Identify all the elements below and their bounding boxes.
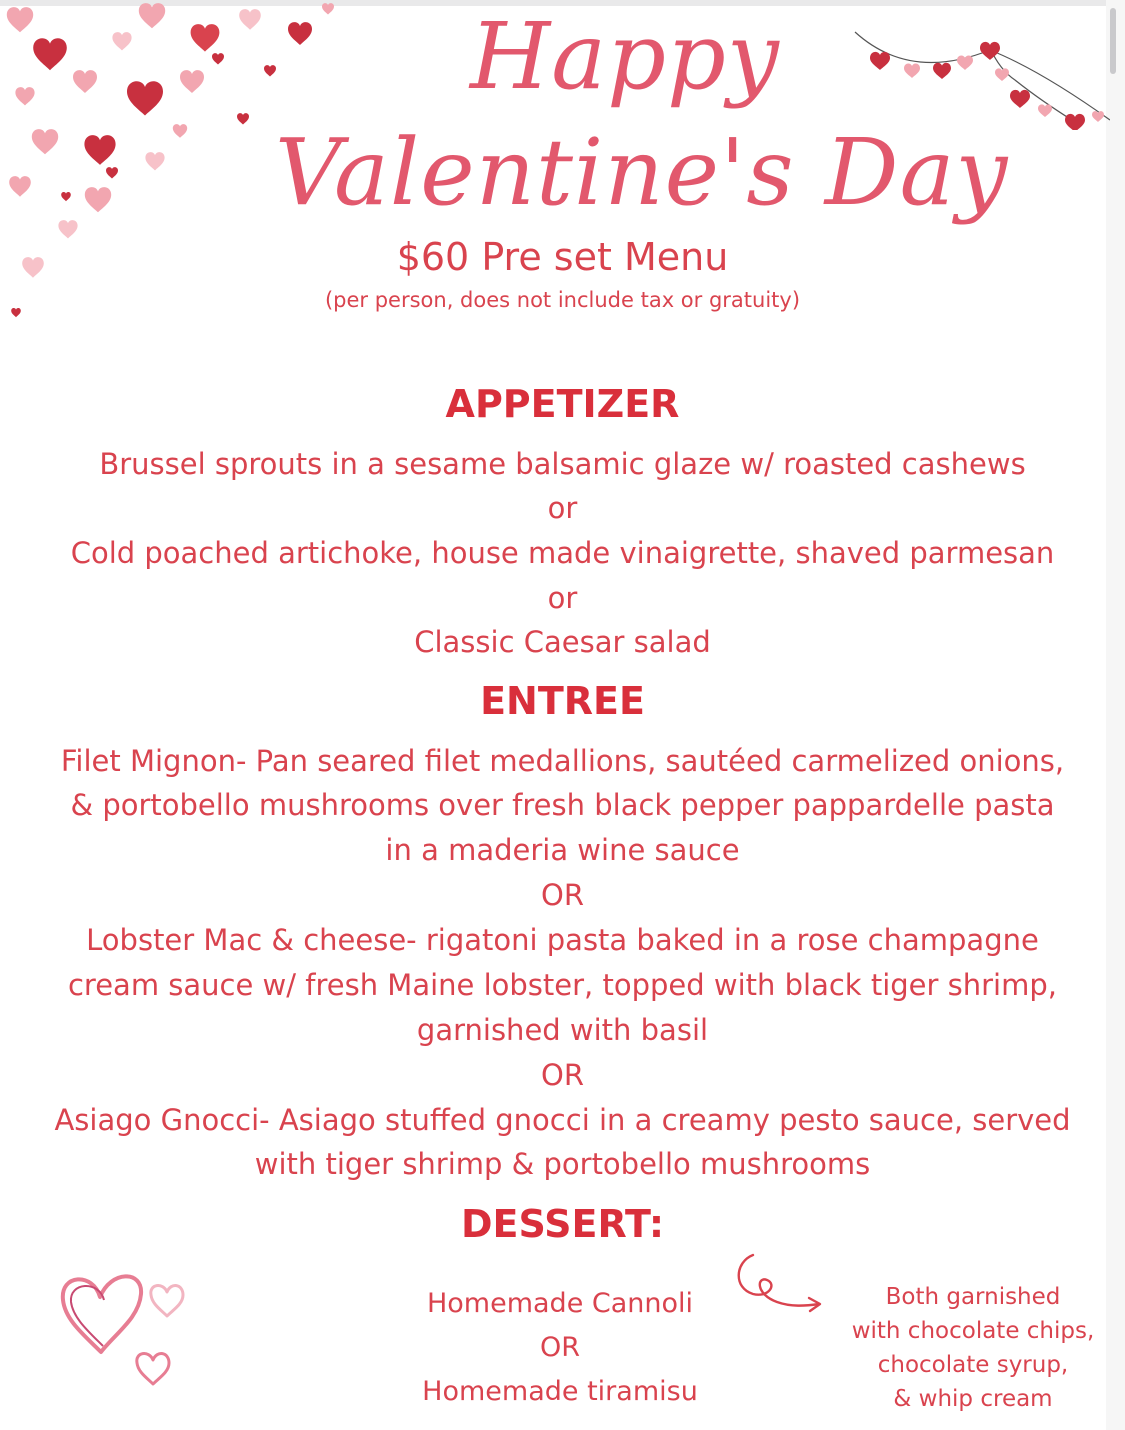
outline-hearts-icon xyxy=(55,1262,205,1402)
entree-line: with tiger shrimp & portobello mushrooms xyxy=(254,1147,871,1181)
appetizer-line: Cold poached artichoke, house made vinaigrette, shaved parmesan xyxy=(70,536,1055,570)
menu-price-note: (per person, does not include tax or gratuity) xyxy=(324,288,801,312)
appetizer-line: or xyxy=(547,581,578,615)
curly-arrow-icon xyxy=(725,1250,835,1330)
appetizer-heading: APPETIZER xyxy=(445,382,680,426)
garnish-note-line: chocolate syrup, xyxy=(877,1352,1069,1378)
entree-line: OR xyxy=(541,878,584,912)
entree-line: garnished with basil xyxy=(416,1013,709,1047)
entree-line: Lobster Mac & cheese- rigatoni pasta baked in a rose champagne xyxy=(86,923,1039,957)
dessert-line: OR xyxy=(539,1332,580,1363)
dessert-garnish-note xyxy=(838,1280,1108,1416)
entree-heading: ENTREE xyxy=(480,679,645,723)
dessert-heading: DESSERT: xyxy=(460,1202,665,1246)
title-valentines-day: Valentine's Day xyxy=(275,119,1009,226)
entree-line: cream sauce w/ fresh Maine lobster, topped with black tiger shrimp, xyxy=(67,968,1057,1002)
title-happy: Happy xyxy=(470,3,780,110)
garnish-note-line: & whip cream xyxy=(893,1386,1053,1412)
scroll-thumb-icon[interactable] xyxy=(1110,8,1116,74)
dessert-line: Homemade tiramisu xyxy=(422,1376,698,1407)
appetizer-line: Brussel sprouts in a sesame balsamic glaze w/ roasted cashews xyxy=(99,447,1026,481)
garnish-note-line: with chocolate chips, xyxy=(851,1318,1095,1344)
entree-line: in a maderia wine sauce xyxy=(385,833,740,867)
entree-line: Filet Mignon- Pan seared filet medallions, sautéed carmelized onions, xyxy=(60,744,1065,778)
garnish-note-line: Both garnished xyxy=(885,1284,1061,1310)
entree-line: & portobello mushrooms over fresh black pepper pappardelle pasta xyxy=(70,788,1055,822)
dessert-line: Homemade Cannoli xyxy=(426,1288,694,1319)
appetizer-line: Classic Caesar salad xyxy=(414,625,711,659)
appetizer-line: or xyxy=(547,491,578,525)
heart-garland-icon xyxy=(840,10,1110,130)
entree-line: Asiago Gnocci- Asiago stuffed gnocci in a creamy pesto sauce, served xyxy=(54,1103,1071,1137)
entree-line: OR xyxy=(541,1058,584,1092)
menu-price-subtitle: $60 Pre set Menu xyxy=(396,235,729,279)
